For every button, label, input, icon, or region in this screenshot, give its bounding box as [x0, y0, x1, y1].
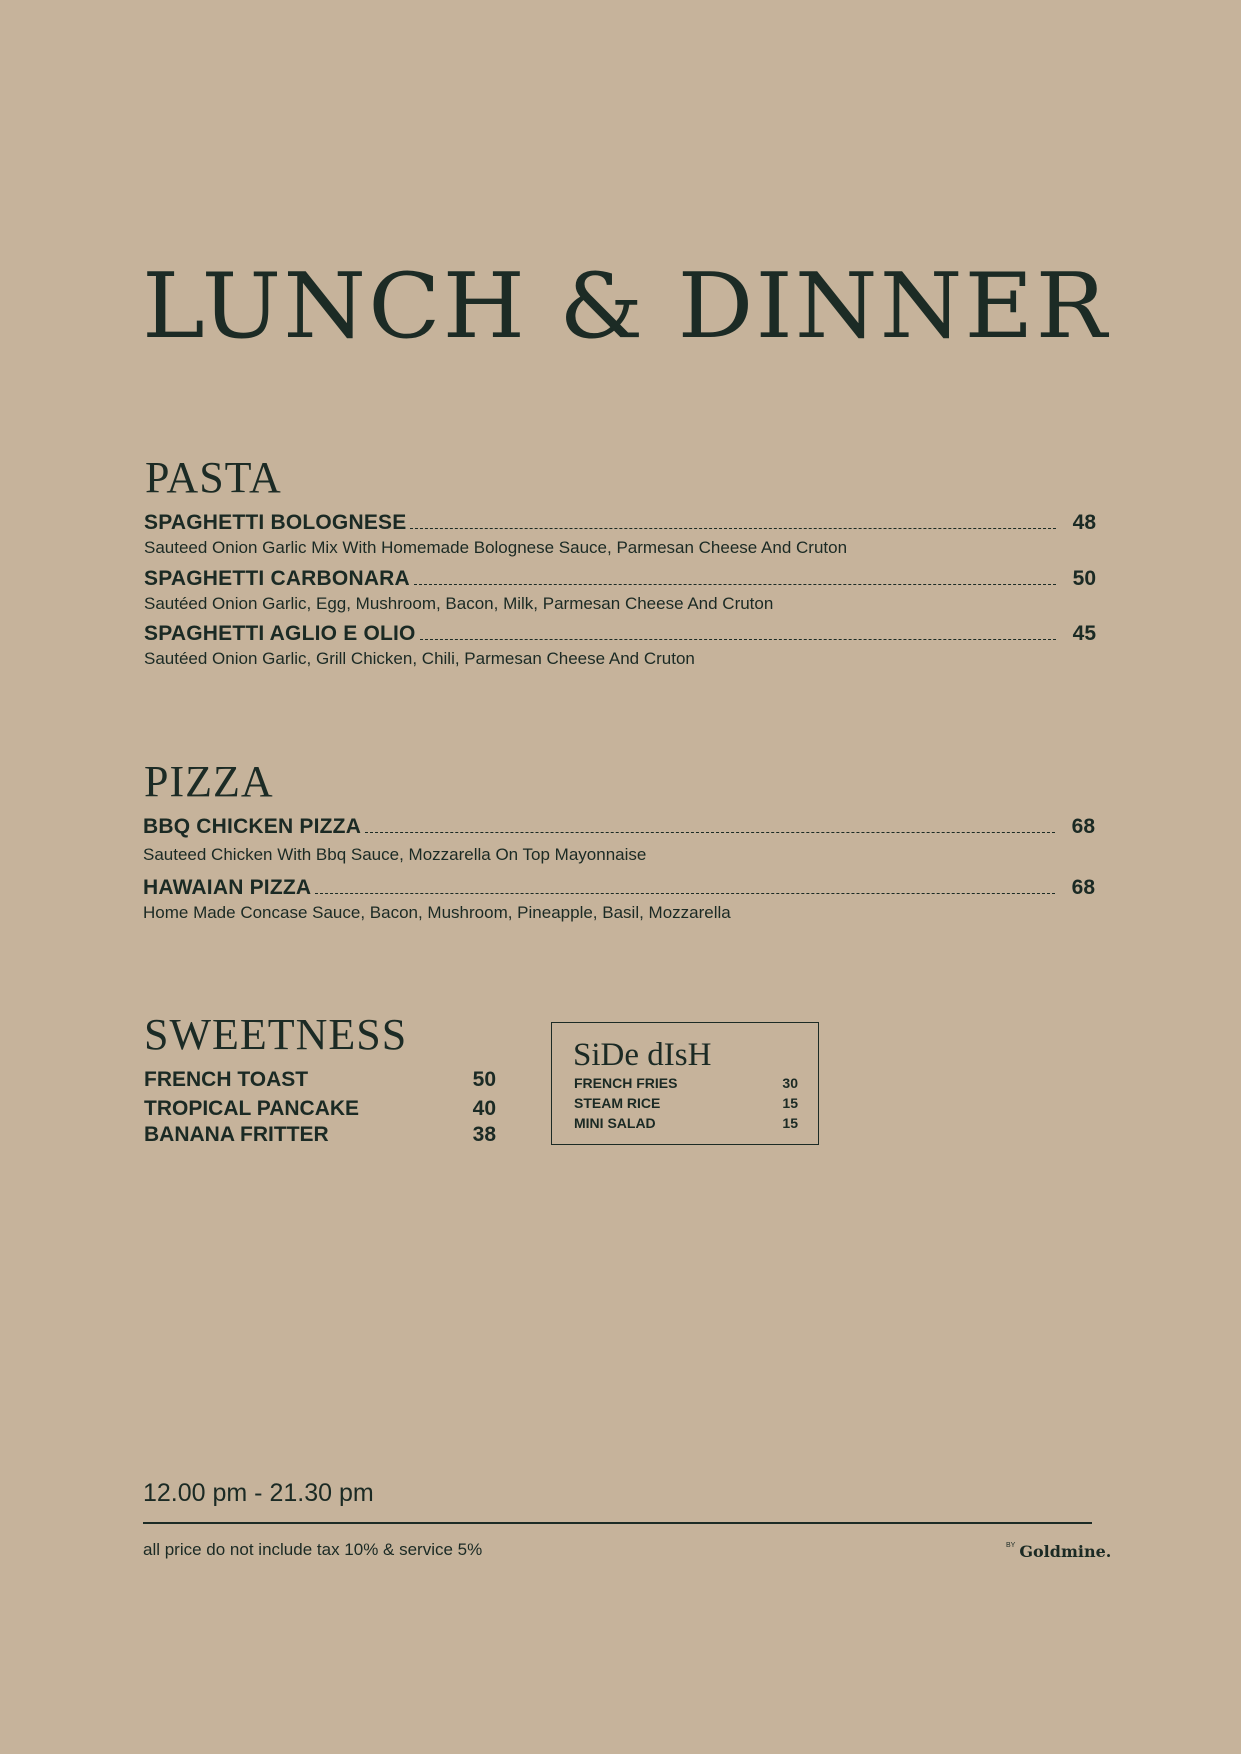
side-dish-box: [551, 1022, 819, 1145]
dotted-leader: [420, 639, 1056, 640]
side-dish-title: SiDe dIsH: [573, 1037, 712, 1073]
item-name: SPAGHETTI AGLIO E OLIO: [144, 622, 416, 645]
section-title-pasta: PASTA: [145, 453, 282, 502]
sweetness-list: [144, 1068, 496, 1147]
item-name: HAWAIAN PIZZA: [143, 876, 312, 899]
item-name: SPAGHETTI CARBONARA: [144, 567, 410, 590]
item-description: Sauteed Onion Garlic Mix With Homemade Bolognese Sauce, Parmesan Cheese And Cruton: [144, 538, 848, 557]
item-name: TROPICAL PANCAKE: [144, 1097, 360, 1120]
dotted-leader: [410, 528, 1056, 529]
menu-title: LUNCH & DINNER: [142, 254, 1109, 359]
dotted-leader: [315, 893, 1055, 894]
item-description: Sautéed Onion Garlic, Egg, Mushroom, Bacon, Milk, Parmesan Cheese And Cruton: [144, 594, 774, 613]
item-price: 48: [1072, 511, 1096, 534]
dotted-leader: [365, 832, 1055, 833]
item-price: 38: [472, 1123, 496, 1146]
list-item: [144, 1068, 496, 1097]
item-name: BBQ CHICKEN PIZZA: [143, 815, 362, 838]
list-item: [144, 1123, 496, 1147]
item-price: 68: [1071, 876, 1095, 899]
item-name: FRENCH FRIES: [574, 1075, 678, 1091]
item-name: STEAM RICE: [574, 1095, 661, 1111]
list-item: [574, 1115, 798, 1131]
brand-logo: [1006, 1542, 1111, 1562]
item-price: 45: [1072, 622, 1096, 645]
section-title-sweetness: SWEETNESS: [144, 1010, 408, 1059]
item-price: 68: [1071, 815, 1095, 838]
brand-name: Goldmine.: [1019, 1542, 1112, 1561]
item-price: 50: [1072, 567, 1096, 590]
item-name: FRENCH TOAST: [144, 1068, 309, 1091]
section-title-pizza: PIZZA: [144, 757, 274, 806]
menu-item: [144, 511, 1096, 558]
item-description: Sauteed Chicken With Bbq Sauce, Mozzarella On Top Mayonnaise: [143, 845, 647, 864]
item-name: BANANA FRITTER: [144, 1123, 329, 1146]
menu-item: [143, 815, 1095, 865]
tax-note: all price do not include tax 10% & service 5%: [143, 1540, 483, 1559]
menu-item: [143, 876, 1095, 923]
item-price: 40: [472, 1097, 496, 1120]
item-name: MINI SALAD: [574, 1115, 656, 1131]
item-price: 30: [782, 1075, 798, 1091]
dotted-leader: [414, 584, 1056, 585]
list-item: [574, 1075, 798, 1091]
list-item: [144, 1097, 496, 1123]
item-price: 50: [472, 1068, 496, 1091]
menu-item: [144, 567, 1096, 614]
item-price: 15: [782, 1115, 798, 1131]
item-description: Sautéed Onion Garlic, Grill Chicken, Chili, Parmesan Cheese And Cruton: [144, 649, 695, 668]
footer-divider: [143, 1522, 1092, 1524]
item-name: SPAGHETTI BOLOGNESE: [144, 511, 407, 534]
opening-hours: 12.00 pm - 21.30 pm: [143, 1479, 374, 1507]
menu-item: [144, 622, 1096, 669]
item-description: Home Made Concase Sauce, Bacon, Mushroom, Pineapple, Basil, Mozzarella: [143, 903, 731, 922]
item-price: 15: [782, 1095, 798, 1111]
list-item: [574, 1095, 798, 1111]
brand-by: BY: [1006, 1542, 1016, 1549]
